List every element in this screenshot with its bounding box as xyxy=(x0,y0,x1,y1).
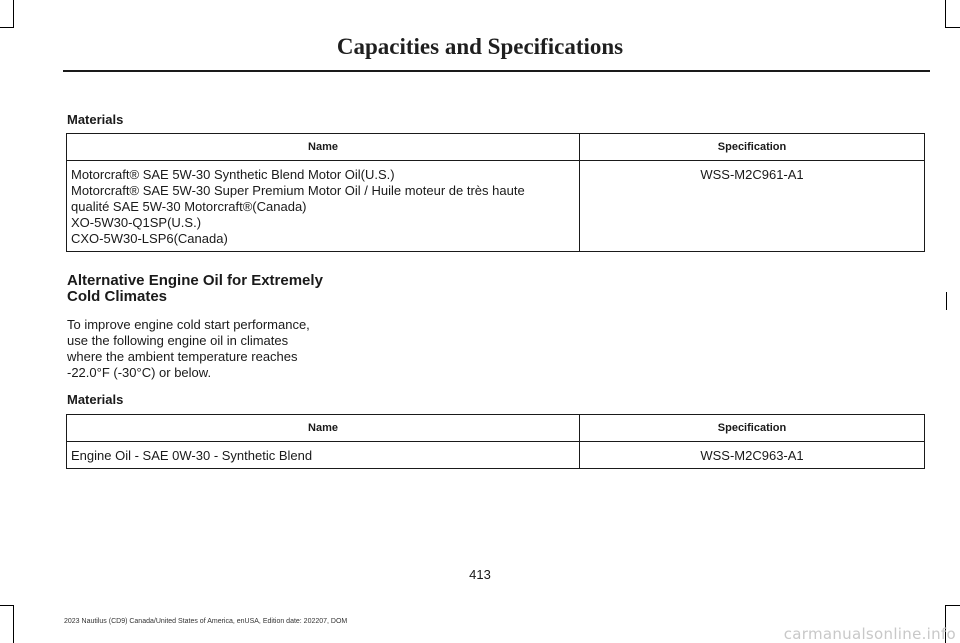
section-heading xyxy=(67,273,367,305)
paragraph-line: To improve engine cold start performance, xyxy=(67,317,310,332)
name-line: CXO-5W30-LSP6(Canada) xyxy=(71,231,228,246)
materials-table-1 xyxy=(66,133,925,252)
table-header-row xyxy=(67,415,925,442)
column-header-specification: Specification xyxy=(580,415,925,442)
crop-mark xyxy=(13,605,14,643)
paragraph-line: where the ambient temperature reaches xyxy=(67,349,298,364)
table-header-row xyxy=(67,134,925,161)
crop-mark xyxy=(945,0,946,28)
name-line: qualité SAE 5W-30 Motorcraft®(Canada) xyxy=(71,199,307,214)
paragraph-line: -22.0°F (-30°C) or below. xyxy=(67,365,212,380)
crop-mark xyxy=(945,605,960,606)
header-rule xyxy=(63,70,930,72)
materials-label-1: Materials xyxy=(67,112,124,127)
heading-line: Cold Climates xyxy=(67,288,168,305)
crop-mark xyxy=(0,605,14,606)
table-row xyxy=(67,442,925,469)
specification-cell: WSS-M2C963-A1 xyxy=(580,442,925,469)
column-header-specification: Specification xyxy=(580,134,925,161)
name-line: XO-5W30-Q1SP(U.S.) xyxy=(71,215,202,230)
name-line: Motorcraft® SAE 5W-30 Super Premium Motor Oil / Huile moteur de très haute xyxy=(71,183,525,198)
table-row xyxy=(67,161,925,252)
page-number: 413 xyxy=(469,567,491,582)
heading-line: Alternative Engine Oil for Extremely xyxy=(67,272,323,289)
name-cell: Engine Oil - SAE 0W-30 - Synthetic Blend xyxy=(67,442,580,469)
materials-table-2 xyxy=(66,414,925,469)
crop-mark xyxy=(945,27,960,28)
footer-edition-info: 2023 Nautilus (CD9) Canada/United States of America, enUSA, Edition date: 202207, DOM xyxy=(64,618,348,625)
crop-mark xyxy=(13,0,14,28)
column-header-name: Name xyxy=(67,134,580,161)
crop-mark xyxy=(946,292,947,310)
name-cell xyxy=(67,161,580,252)
paragraph-line: use the following engine oil in climates xyxy=(67,333,289,348)
page-title: Capacities and Specifications xyxy=(336,34,624,59)
specification-cell: WSS-M2C961-A1 xyxy=(580,161,925,252)
name-line: Motorcraft® SAE 5W-30 Synthetic Blend Motor Oil(U.S.) xyxy=(71,167,395,182)
column-header-name: Name xyxy=(67,415,580,442)
materials-label-2: Materials xyxy=(67,392,124,407)
watermark: carmanualsonline.info xyxy=(783,625,956,643)
section-paragraph xyxy=(67,317,310,381)
crop-mark xyxy=(0,27,14,28)
